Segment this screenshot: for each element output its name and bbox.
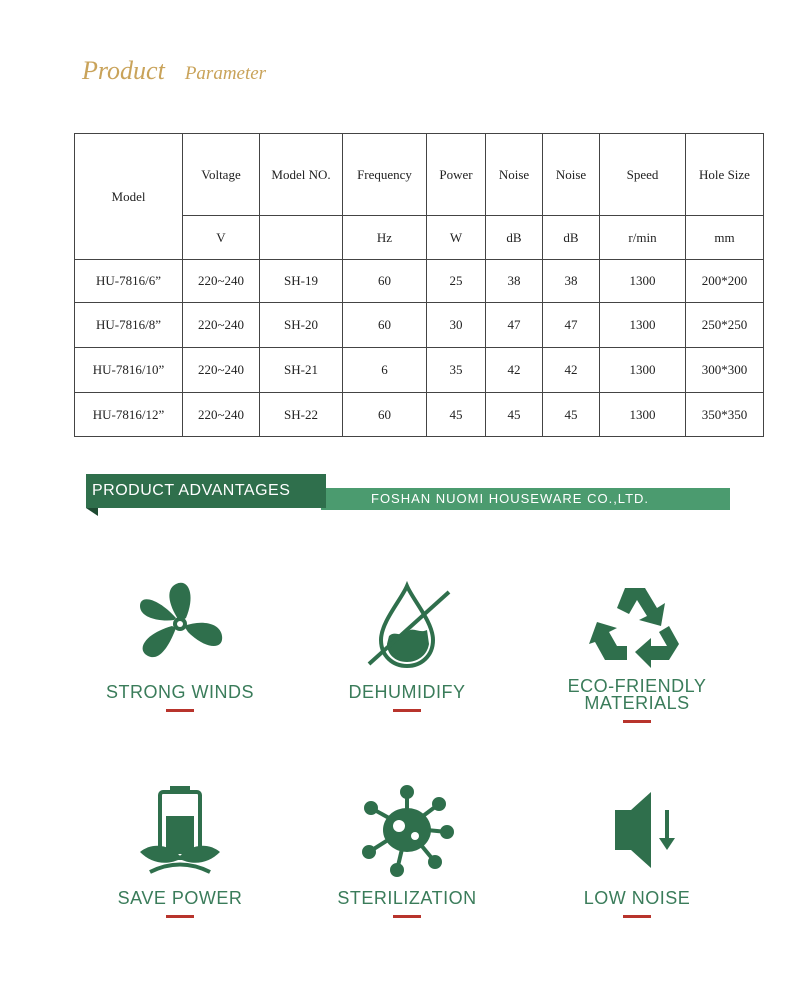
table-cell: SH-22 xyxy=(260,393,343,437)
table-cell: 220~240 xyxy=(183,393,260,437)
red-underline xyxy=(166,709,194,712)
header-cell: Power xyxy=(427,134,486,216)
table-cell: SH-19 xyxy=(260,260,343,303)
table-cell: 42 xyxy=(486,348,543,393)
fan-icon xyxy=(130,578,230,670)
table-cell: HU-7816/8” xyxy=(75,303,183,348)
table-cell: 25 xyxy=(427,260,486,303)
unit-cell: dB xyxy=(486,216,543,260)
advantage-save-power xyxy=(70,782,290,918)
unit-cell: dB xyxy=(543,216,600,260)
table-cell: 6 xyxy=(343,348,427,393)
table-cell: 1300 xyxy=(600,393,686,437)
page-title xyxy=(82,56,266,86)
header-cell: Voltage xyxy=(183,134,260,216)
company-ribbon xyxy=(321,488,730,510)
table-cell: 35 xyxy=(427,348,486,393)
advantage-label: ECO-FRIENDLY MATERIALS xyxy=(567,676,707,713)
table-cell: 200*200 xyxy=(686,260,764,303)
table-cell: 1300 xyxy=(600,348,686,393)
table-row xyxy=(75,303,764,348)
table-row xyxy=(75,393,764,437)
company-name: FOSHAN NUOMI HOUSEWARE CO.,LTD. xyxy=(371,491,650,506)
header-cell: Model NO. xyxy=(260,134,343,216)
advantages-ribbon xyxy=(86,474,326,508)
advantage-label: DEHUMIDIFY xyxy=(348,682,466,702)
unit-cell: r/min xyxy=(600,216,686,260)
table-cell: SH-21 xyxy=(260,348,343,393)
table-cell: 1300 xyxy=(600,260,686,303)
table-cell: 45 xyxy=(486,393,543,437)
table-cell: 38 xyxy=(486,260,543,303)
table-header-row xyxy=(75,134,764,216)
unit-cell: mm xyxy=(686,216,764,260)
table-cell: 220~240 xyxy=(183,260,260,303)
table-cell: HU-7816/12” xyxy=(75,393,183,437)
header-cell: Noise xyxy=(486,134,543,216)
table-cell: HU-7816/6” xyxy=(75,260,183,303)
advantages-heading: PRODUCT ADVANTAGES xyxy=(92,482,291,499)
table-row xyxy=(75,260,764,303)
table-cell: 47 xyxy=(486,303,543,348)
header-model: Model xyxy=(75,134,183,260)
table-cell: 47 xyxy=(543,303,600,348)
table-cell: 45 xyxy=(427,393,486,437)
table-cell: 350*350 xyxy=(686,393,764,437)
title-sub: Parameter xyxy=(184,63,267,84)
germ-icon xyxy=(357,782,457,878)
advantage-label: STRONG WINDS xyxy=(106,682,254,702)
water-drop-icon xyxy=(357,578,457,670)
red-underline xyxy=(393,709,421,712)
advantage-label: LOW NOISE xyxy=(583,888,691,908)
battery-leaf-icon xyxy=(130,782,230,878)
advantage-sterilization xyxy=(297,782,517,918)
table-cell: SH-20 xyxy=(260,303,343,348)
table-cell: 30 xyxy=(427,303,486,348)
table-cell: 42 xyxy=(543,348,600,393)
advantage-label: SAVE POWER xyxy=(117,888,243,908)
advantage-eco-friendly xyxy=(527,578,747,723)
recycle-icon xyxy=(587,578,687,670)
red-underline xyxy=(623,915,651,918)
title-main: Product xyxy=(82,56,165,85)
table-cell: 60 xyxy=(343,393,427,437)
table-row xyxy=(75,348,764,393)
red-underline xyxy=(623,720,651,723)
table-cell: HU-7816/10” xyxy=(75,348,183,393)
table-cell: 220~240 xyxy=(183,348,260,393)
header-cell: Frequency xyxy=(343,134,427,216)
table-cell: 250*250 xyxy=(686,303,764,348)
table-cell: 60 xyxy=(343,303,427,348)
advantage-label: STERILIZATION xyxy=(337,888,477,908)
parameter-table xyxy=(74,133,764,437)
table-cell: 300*300 xyxy=(686,348,764,393)
advantages-banner xyxy=(86,474,730,516)
unit-cell xyxy=(260,216,343,260)
table-cell: 38 xyxy=(543,260,600,303)
table-cell: 45 xyxy=(543,393,600,437)
advantage-dehumidify xyxy=(297,578,517,712)
unit-cell: V xyxy=(183,216,260,260)
speaker-low-icon xyxy=(587,782,687,878)
advantage-low-noise xyxy=(527,782,747,918)
table-cell: 220~240 xyxy=(183,303,260,348)
red-underline xyxy=(393,915,421,918)
advantage-strong-winds xyxy=(70,578,290,712)
header-cell: Noise xyxy=(543,134,600,216)
header-cell: Speed xyxy=(600,134,686,216)
table-cell: 60 xyxy=(343,260,427,303)
ribbon-fold xyxy=(86,508,98,516)
header-cell: Hole Size xyxy=(686,134,764,216)
unit-cell: W xyxy=(427,216,486,260)
unit-cell: Hz xyxy=(343,216,427,260)
table-cell: 1300 xyxy=(600,303,686,348)
red-underline xyxy=(166,915,194,918)
